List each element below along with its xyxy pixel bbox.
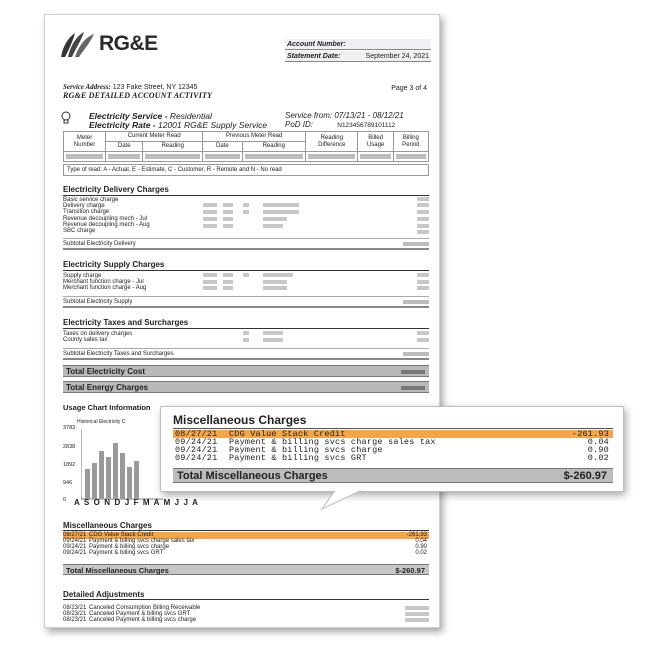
callout-row: 09/24/21 Payment & billing svcs charge 0.90 [175, 445, 609, 455]
usage-chart-subtitle: Historical Electricity C [77, 419, 126, 425]
y-tick: 2838 [63, 444, 76, 450]
billed-usage-header: Billed Usage [358, 132, 393, 152]
usage-chart-months: A S O N D J F M A M J J A [74, 498, 199, 507]
electricity-rate-value: 12001 RG&E Supply Service [158, 120, 268, 130]
service-from-label: Service from: [285, 111, 333, 120]
supply-line: Merchant function charge - Aug [63, 285, 147, 292]
meter-table-row [64, 152, 429, 162]
delivery-charges-title: Electricity Delivery Charges [63, 185, 429, 196]
redacted-amount [403, 300, 429, 304]
misc-total [63, 564, 429, 575]
service-address-value: 123 Fake Street, NY 12345 [112, 84, 198, 91]
service-from [285, 111, 404, 120]
logo-text: RG&E [99, 32, 158, 55]
redacted-cell [396, 154, 426, 159]
supply-subtotal-label: Subtotal Electricity Supply [63, 299, 133, 305]
misc-total-value: $-260.97 [395, 566, 425, 575]
y-tick: 0 [63, 497, 67, 503]
usage-chart [63, 413, 163, 503]
rge-logo [59, 29, 171, 59]
delivery-line: Basic service charge [63, 197, 119, 203]
account-number-row [285, 39, 431, 50]
misc-row: 09/24/21 Payment & billing svcs charge sales tax 0.04 [63, 538, 427, 544]
meter-table-header-row [64, 132, 429, 142]
callout-total-value: $-260.97 [563, 470, 607, 482]
adjustment-row: 08/23/21 Canceled Consumption Billing Receivable [63, 605, 429, 612]
callout-total [173, 468, 613, 483]
total-electricity-cost-label: Total Electricity Cost [66, 367, 145, 376]
delivery-line: Revenue decoupling mech - Jul [63, 215, 148, 222]
previous-date-header: Date [203, 142, 242, 152]
taxes-subtotal-label: Subtotal Electricity Taxes and Surcharges [63, 351, 174, 357]
service-address-label: Service Address: [63, 83, 111, 91]
redacted-cell [108, 154, 140, 159]
callout-row: 09/24/21 Payment & billing svcs charge sales tax 0.04 [175, 437, 609, 447]
supply-line: Supply charge [63, 273, 102, 279]
pod-id [285, 120, 395, 129]
callout-row: 09/24/21 Payment & billing svcs GRT 0.02 [175, 453, 609, 463]
y-tick: 946 [63, 480, 73, 486]
usage-chart-bars [81, 423, 163, 501]
account-number-label: Account Number: [287, 41, 346, 48]
statement-date-value: September 24, 2021 [365, 53, 429, 60]
redacted-cell [66, 154, 103, 159]
redacted-amount [401, 370, 425, 374]
current-date-header: Date [106, 142, 143, 152]
pod-id-value: N123456789101112 [337, 122, 396, 129]
y-tick: 3783 [63, 425, 76, 431]
misc-row: 09/24/21 Payment & billing svcs charge 0.90 [63, 544, 427, 550]
delivery-line: Delivery charge [63, 203, 105, 210]
reading-difference-header: Reading Difference [306, 132, 358, 152]
redacted-amount [401, 386, 425, 390]
meter-table [63, 131, 429, 162]
delivery-line: SBC charge [63, 228, 96, 235]
callout-title: Miscellaneous Charges [173, 413, 613, 429]
total-electricity-cost [63, 365, 429, 377]
pod-id-label: PoD ID: [285, 120, 314, 129]
redacted-cell [205, 154, 239, 159]
leaf-logo-icon [59, 29, 95, 59]
account-info-box [285, 39, 431, 63]
total-energy-charges [63, 381, 429, 393]
supply-charges-lines [63, 273, 429, 293]
total-energy-charges-label: Total Energy Charges [66, 383, 149, 392]
statement-date-label: Statement Date: [287, 53, 341, 60]
current-read-header: Current Meter Read [106, 132, 203, 142]
delivery-charges-lines [63, 197, 429, 235]
usage-chart-title: Usage Chart Information [63, 403, 151, 412]
callout-row: 08/27/21 CDG Value Stack Credit -261.93 [173, 430, 613, 438]
taxes-line: Taxes on delivery charges [63, 331, 133, 337]
previous-reading-header: Reading [242, 142, 306, 152]
redacted-cell [245, 154, 304, 159]
statement-date-row [285, 51, 431, 62]
supply-line: Merchant function charge - Jul [63, 279, 144, 286]
taxes-lines [63, 331, 429, 345]
taxes-title: Electricity Taxes and Surcharges [63, 318, 429, 329]
billing-period-header: Billing Period [393, 132, 428, 152]
redacted-amount [403, 242, 429, 246]
redacted-amounts [63, 331, 429, 345]
delivery-subtotal [63, 238, 429, 250]
redacted-cell [308, 154, 355, 159]
taxes-line: County sales tax [63, 337, 108, 344]
type-of-read-legend: Type of read: A - Actual, E - Estimate, C - Customer, R - Remote and N - No read [63, 164, 429, 176]
misc-charges-zoom-callout [160, 406, 624, 492]
misc-total-label: Total Miscellaneous Charges [66, 566, 169, 575]
redacted-amounts [63, 197, 429, 235]
lightbulb-icon [61, 111, 71, 125]
delivery-subtotal-label: Subtotal Electricity Delivery [63, 241, 136, 247]
callout-total-label: Total Miscellaneous Charges [177, 470, 328, 482]
misc-row: 08/27/21 CDG Value Stack Credit -261.93 [63, 532, 427, 538]
redacted-amounts [63, 273, 429, 293]
misc-charges-title: Miscellaneous Charges [63, 521, 429, 531]
supply-charges-title: Electricity Supply Charges [63, 260, 429, 271]
redacted-amount [403, 352, 429, 356]
adjustment-row: 08/23/21 Canceled Payment & billing svcs charge [63, 617, 429, 624]
electricity-rate [89, 120, 267, 130]
redacted-cell [360, 154, 390, 159]
page-number: Page 3 of 4 [391, 85, 427, 92]
current-reading-header: Reading [143, 142, 203, 152]
adjustments-title: Detailed Adjustments [63, 590, 429, 600]
taxes-subtotal [63, 348, 429, 360]
delivery-line: Revenue decoupling mech - Aug [63, 221, 150, 228]
bill-page [44, 14, 440, 628]
electricity-rate-label: Electricity Rate - [89, 120, 156, 130]
supply-subtotal [63, 296, 429, 308]
service-address [63, 83, 197, 91]
service-from-value: 07/13/21 - 08/12/21 [334, 111, 404, 120]
detailed-activity-title: RG&E DETAILED ACCOUNT ACTIVITY [63, 91, 213, 100]
delivery-line: Transition charge [63, 209, 110, 216]
electricity-service-label: Electricity Service - [89, 111, 168, 121]
y-tick: 1892 [63, 462, 76, 468]
adjustment-row: 08/23/21 Canceled Payment & billing svcs GRT [63, 611, 429, 618]
previous-read-header: Previous Meter Read [203, 132, 306, 142]
misc-row: 09/24/21 Payment & billing svcs GRT 0.02 [63, 550, 427, 556]
electricity-service-value: Residential [169, 111, 212, 121]
meter-number-header: Meter Number [64, 132, 106, 152]
redacted-cell [145, 154, 200, 159]
